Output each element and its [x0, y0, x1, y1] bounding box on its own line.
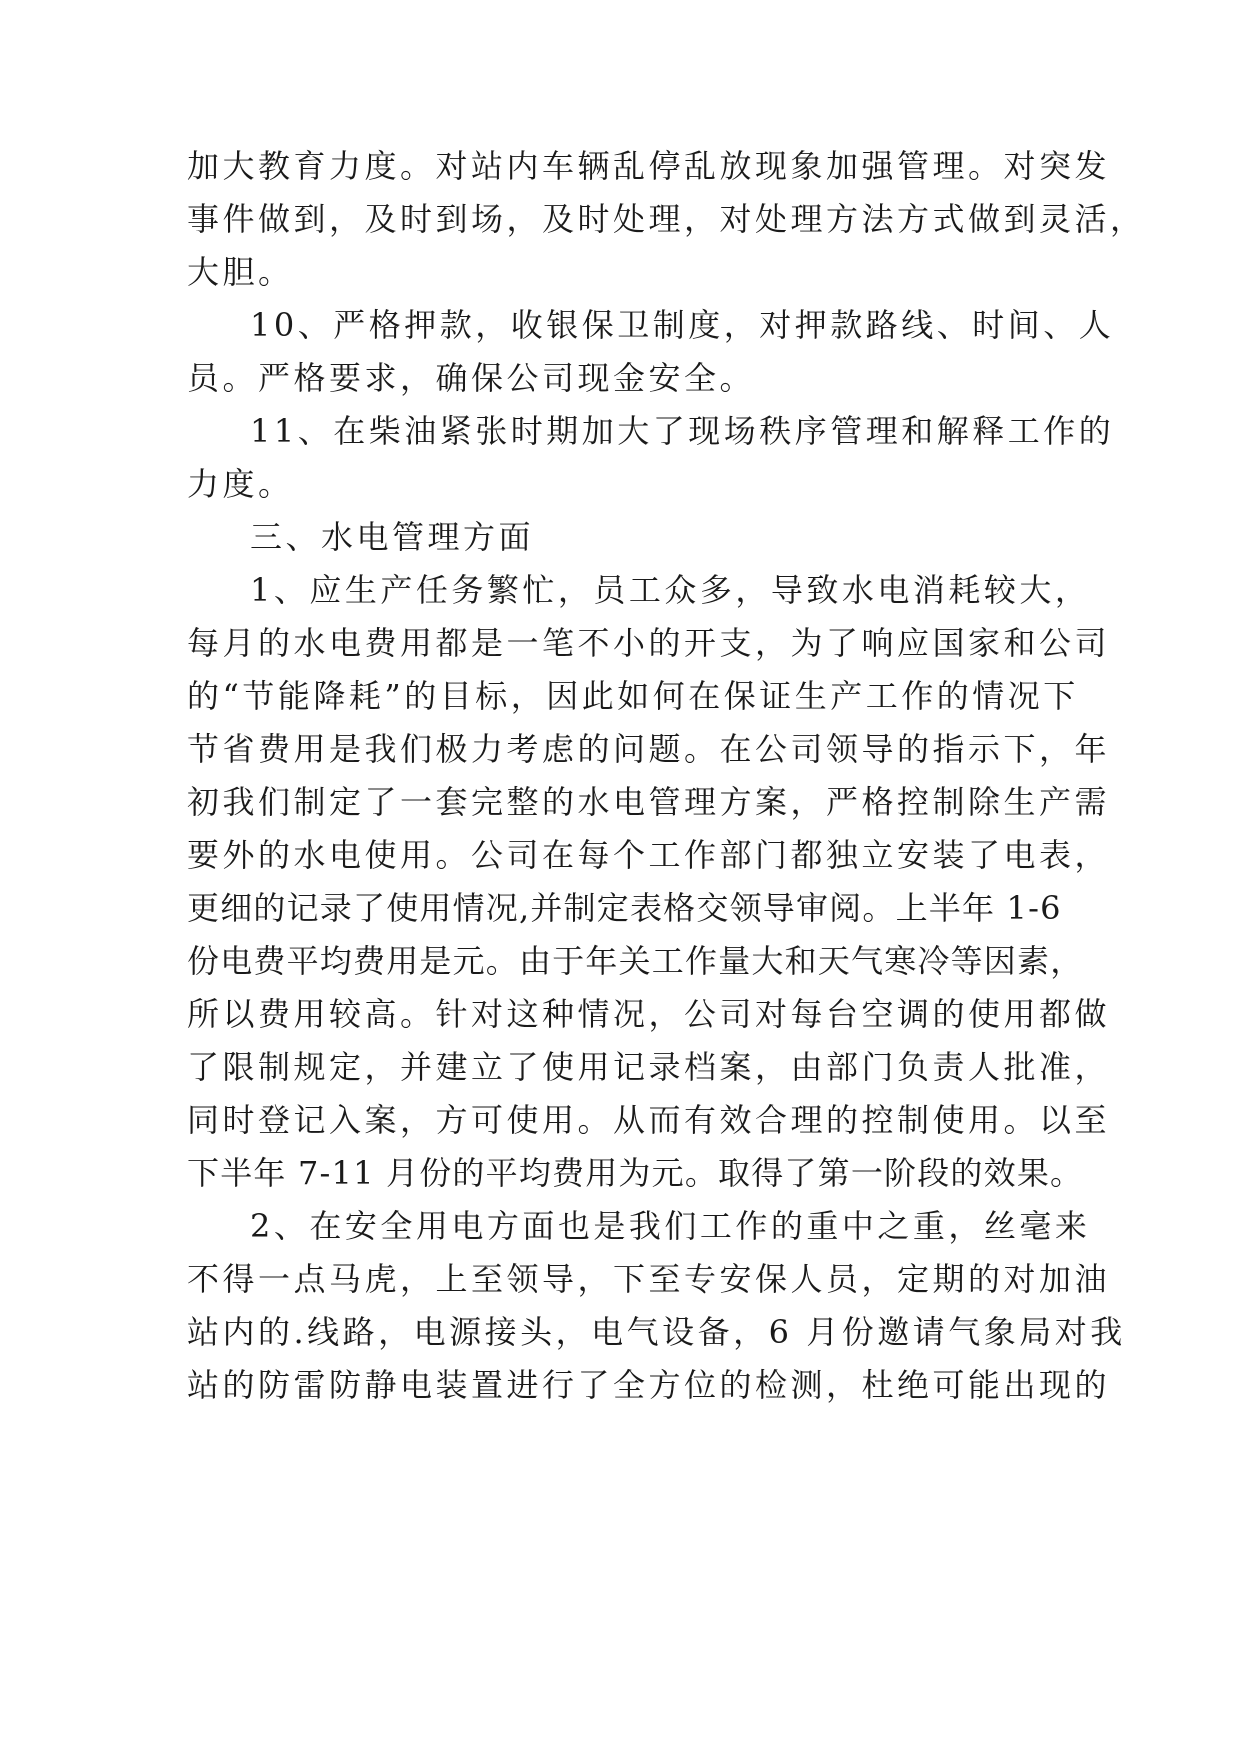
text-line: 下半年 7-11 月份的平均费用为元。取得了第一阶段的效果。: [187, 1154, 1084, 1192]
text-line: 1、应生产任务繁忙，员工众多，导致水电消耗较大，: [250, 571, 1091, 609]
text-line: 同时登记入案，方可使用。从而有效合理的控制使用。以至: [187, 1101, 1111, 1139]
text-line: 的“节能降耗”的目标，因此如何在保证生产工作的情况下: [187, 677, 1079, 715]
text-line: 份电费平均费用是元。由于年关工作量大和天气寒冷等因素，: [187, 942, 1084, 980]
text-line: 了限制规定，并建立了使用记录档案，由部门负责人批准，: [187, 1048, 1111, 1086]
text-line: 不得一点马虎，上至领导，下至专安保人员，定期的对加油: [187, 1260, 1111, 1298]
text-line: 力度。: [187, 465, 294, 503]
text-line: 初我们制定了一套完整的水电管理方案，严格控制除生产需: [187, 783, 1111, 821]
text-line: 站的防雷防静电装置进行了全方位的检测，杜绝可能出现的: [187, 1366, 1111, 1404]
text-line: 节省费用是我们极力考虑的问题。在公司领导的指示下，年: [187, 730, 1111, 768]
text-line: 事件做到，及时到场，及时处理，对处理方法方式做到灵活，: [187, 200, 1146, 238]
text-line: 所以费用较高。针对这种情况，公司对每台空调的使用都做: [187, 995, 1111, 1033]
text-line: 站内的.线路，电源接头，电气设备，6 月份邀请气象局对我: [187, 1313, 1126, 1351]
text-line: 大胆。: [187, 253, 294, 291]
text-line: 要外的水电使用。公司在每个工作部门都独立安装了电表，: [187, 836, 1111, 874]
text-line: 2、在安全用电方面也是我们工作的重中之重，丝毫来: [250, 1207, 1091, 1245]
text-line: 每月的水电费用都是一笔不小的开支，为了响应国家和公司: [187, 624, 1111, 662]
text-line: 10、严格押款，收银保卫制度，对押款路线、时间、人: [250, 306, 1115, 344]
text-line: 更细的记录了使用情况,并制定表格交领导审阅。上半年 1-6: [187, 889, 1062, 927]
text-line: 加大教育力度。对站内车辆乱停乱放现象加强管理。对突发: [187, 147, 1111, 185]
text-line: 11、在柴油紧张时期加大了现场秩序管理和解释工作的: [250, 412, 1115, 450]
text-line: 员。严格要求，确保公司现金安全。: [187, 359, 756, 397]
section-heading: 三、水电管理方面: [250, 518, 535, 556]
